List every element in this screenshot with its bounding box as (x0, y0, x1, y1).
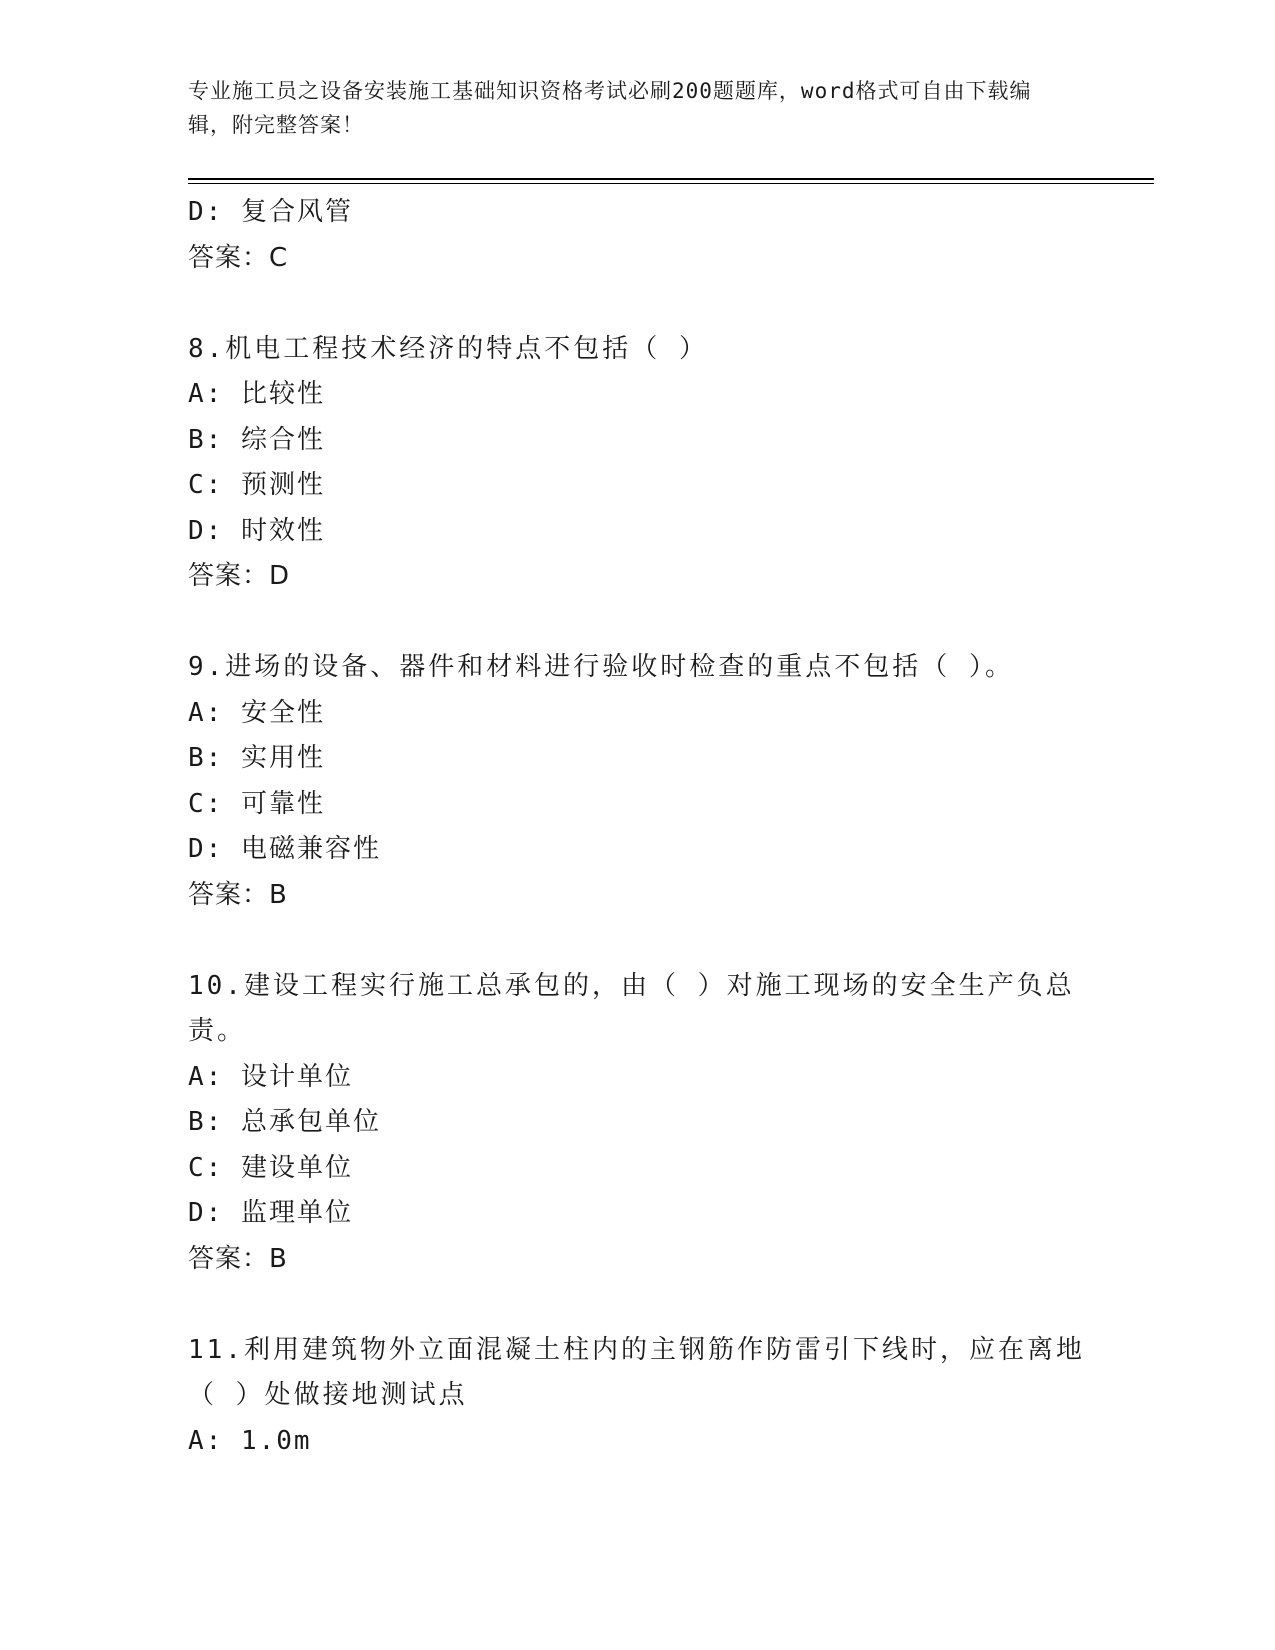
option-c: C: 可靠性 (188, 788, 325, 819)
header-rule-thin (188, 183, 1154, 184)
option-d: D: 电磁兼容性 (188, 834, 381, 864)
option-a: A: 安全性 (188, 697, 325, 728)
question-text: 9.进场的设备、器件和材料进行验收时检查的重点不包括（ ）。 (188, 652, 1014, 682)
prev-question-tail (188, 190, 1088, 281)
option-a: A: 1.0m (188, 1425, 312, 1456)
option-d: D: 复合风管 (188, 197, 353, 227)
header-text: 专业施工员之设备安装施工基础知识资格考试必刷200题题库，word格式可自由下载编辑，附完整答案！ (188, 79, 1032, 137)
answer-line: 答案：B (188, 1243, 288, 1274)
question-text: 11.利用建筑物外立面混凝土柱内的主钢筋作防雷引下线时，应在离地（ ）处做接地测试点 (188, 1334, 1085, 1410)
question-11 (188, 1328, 1088, 1465)
option-a: A: 比较性 (188, 379, 325, 409)
spacer (188, 600, 1088, 646)
question-text: 8.机电工程技术经济的特点不包括（ ） (188, 333, 708, 364)
question-9 (188, 645, 1088, 918)
question-text: 10.建设工程实行施工总承包的，由（ ）对施工现场的安全生产负总责。 (188, 970, 1075, 1046)
option-c: C: 预测性 (188, 470, 325, 500)
spacer (188, 1282, 1088, 1328)
header-rule-thick (188, 178, 1154, 180)
option-b: B: 综合性 (188, 424, 325, 455)
answer-line: 答案：B (188, 879, 288, 910)
option-a: A: 设计单位 (188, 1061, 353, 1092)
option-d: D: 时效性 (188, 515, 325, 546)
answer-line: 答案：C (188, 242, 289, 273)
spacer (188, 281, 1088, 327)
question-10 (188, 964, 1088, 1283)
question-list (188, 190, 1088, 1464)
option-c: C: 建设单位 (188, 1152, 353, 1183)
question-8 (188, 327, 1088, 600)
answer-line: 答案：D (188, 561, 291, 591)
option-d: D: 监理单位 (188, 1198, 353, 1228)
page-header (188, 74, 1068, 142)
spacer (188, 918, 1088, 964)
option-b: B: 总承包单位 (188, 1107, 381, 1137)
option-b: B: 实用性 (188, 743, 325, 773)
